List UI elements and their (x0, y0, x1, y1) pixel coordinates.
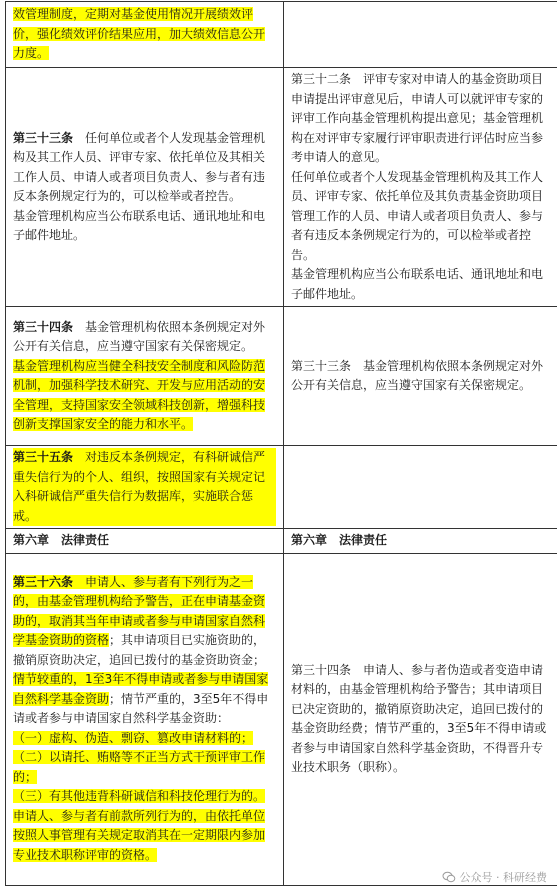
left-cell (6, 529, 284, 554)
highlighted-text: 申请人、参与者有前款所列行为的，由依托单位按照人事管理有关规定取消其在一定期限内参加专业技术职称评审的资格。 (13, 808, 266, 862)
article-number: 第三十五条 (13, 450, 74, 464)
left-cell (6, 307, 284, 446)
left-cell (6, 2, 284, 68)
article-34-para (13, 318, 276, 357)
chapter-heading: 第六章 法律责任 (291, 533, 388, 547)
old-article-32-para-3: 基金管理机构应当公布联系电话、通讯地址和电子邮件地址。 (291, 267, 544, 301)
article-text: ；其申请项目已实施资助的，撤销原资助决定，追回已拨付的基金资助资金； (13, 633, 266, 667)
watermark-text: 公众号 · 科研经费 (459, 871, 547, 884)
list-item-text: （三）有其他违背科研诚信和科技伦理行为的。 (13, 789, 266, 804)
wechat-icon (442, 870, 456, 884)
article-number: 第三十三条 (13, 130, 74, 145)
old-article-34-para: 第三十四条 申请人、参与者伪造或者变造申请材料的，由基金管理机构给予警告；其申请项目已决定资助的，撤销原资助决定，追回已拨付的基金资助经费；情节严重的，3至5年不得申请或者参与申请国家自然科学基金资助，不得晋升专业技术职务（职称）。 (291, 662, 547, 774)
article-34-para-2 (13, 357, 276, 435)
article-33-para (13, 129, 276, 207)
article-36-para (13, 573, 276, 729)
old-article-33-para: 第三十三条 基金管理机构依照本条例规定对外公开有关信息，应当遵守国家有关保密规定。 (291, 358, 544, 392)
table-row (6, 446, 557, 529)
article-text: 对违反本条例规定，有科研诚信严重失信行为的个人、组织，按照国家有关规定记入科研诚信严重失信行为数据库，实施联合惩戒。 (13, 450, 266, 523)
left-cell (6, 553, 284, 885)
table-row (6, 307, 557, 446)
old-article-32-para-2: 任何单位或者个人发现基金管理机构及其工作人员、评审专家、依托单位及其负责基金资助项目管理工作的人员、申请人或者项目负责人、参与者有违反本条例规定行为的，可以检举或者控告。 (291, 169, 544, 262)
table-row (6, 553, 557, 885)
left-text: 效管理制度，定期对基金使用情况开展绩效评价，强化绩效评价结果应用，加大绩效信息公开力度。 (13, 7, 266, 61)
article-35-para (13, 448, 276, 526)
list-item (13, 748, 276, 787)
right-cell-empty (284, 446, 557, 529)
article-number: 第三十四条 (13, 319, 74, 334)
article-text: 申请人、参与者有下列行为之一的，由基金管理机构给予警告，正在申请基金资助的，取消其当年申请或者参与申请国家自然科学基金资助的资格 (13, 574, 266, 648)
list-item-text: （一）虚构、伪造、剽窃、篡改申请材料的； (13, 730, 254, 745)
article-text: 任何单位或者个人发现基金管理机构及其工作人员、评审专家、依托单位及其相关工作人员、申请人或者项目负责人、参与者有违反本条例规定行为的，可以检举或者控告。 (13, 130, 266, 203)
list-item (13, 729, 276, 749)
right-cell (284, 307, 557, 446)
article-33-para-2: 基金管理机构应当公布联系电话、通讯地址和电子邮件地址。 (13, 208, 266, 242)
left-cell (6, 68, 284, 307)
right-cell (284, 553, 557, 885)
table-row (6, 68, 557, 307)
table-row (6, 2, 557, 68)
article-36-para-last (13, 807, 276, 866)
table-row (6, 529, 557, 554)
old-article-32-para: 第三十二条 评审专家对申请人的基金资助项目申请提出评审意见后，申请人可以就评审专家的评审工作向基金管理机构提出意见；基金管理机构在对评审专家履行评审职责进行评估时应当参考申请人的意见。 (291, 72, 544, 164)
article-text: ；情节严重的，3至5年不得申请或者参与申请国家自然科学基金资助： (13, 691, 269, 726)
right-cell (284, 68, 557, 307)
article-text: 基金管理机构依照本条例规定对外公开有关信息，应当遵守国家有关保密规定。 (13, 319, 266, 353)
comparison-table (5, 1, 557, 886)
list-item-text: （二）以请托、贿赂等不正当方式干预评审工作的； (13, 750, 266, 784)
chapter-heading: 第六章 法律责任 (13, 533, 110, 547)
article-number: 第三十六条 (13, 574, 74, 589)
right-cell-empty (284, 2, 557, 68)
watermark (442, 869, 548, 885)
highlighted-text: 基金管理机构应当健全科技安全制度和风险防范机制，加强科学技术研究、开发与应用活动的安全管理，支持国家安全领域科技创新，增强科技创新支撑国家安全的能力和水平。 (13, 358, 266, 431)
right-cell (284, 529, 557, 554)
list-item (13, 787, 276, 807)
article-text: 情节较重的，1至3年不得申请或者参与申请国家自然科学基金资助 (13, 672, 269, 706)
left-cell (6, 446, 284, 529)
